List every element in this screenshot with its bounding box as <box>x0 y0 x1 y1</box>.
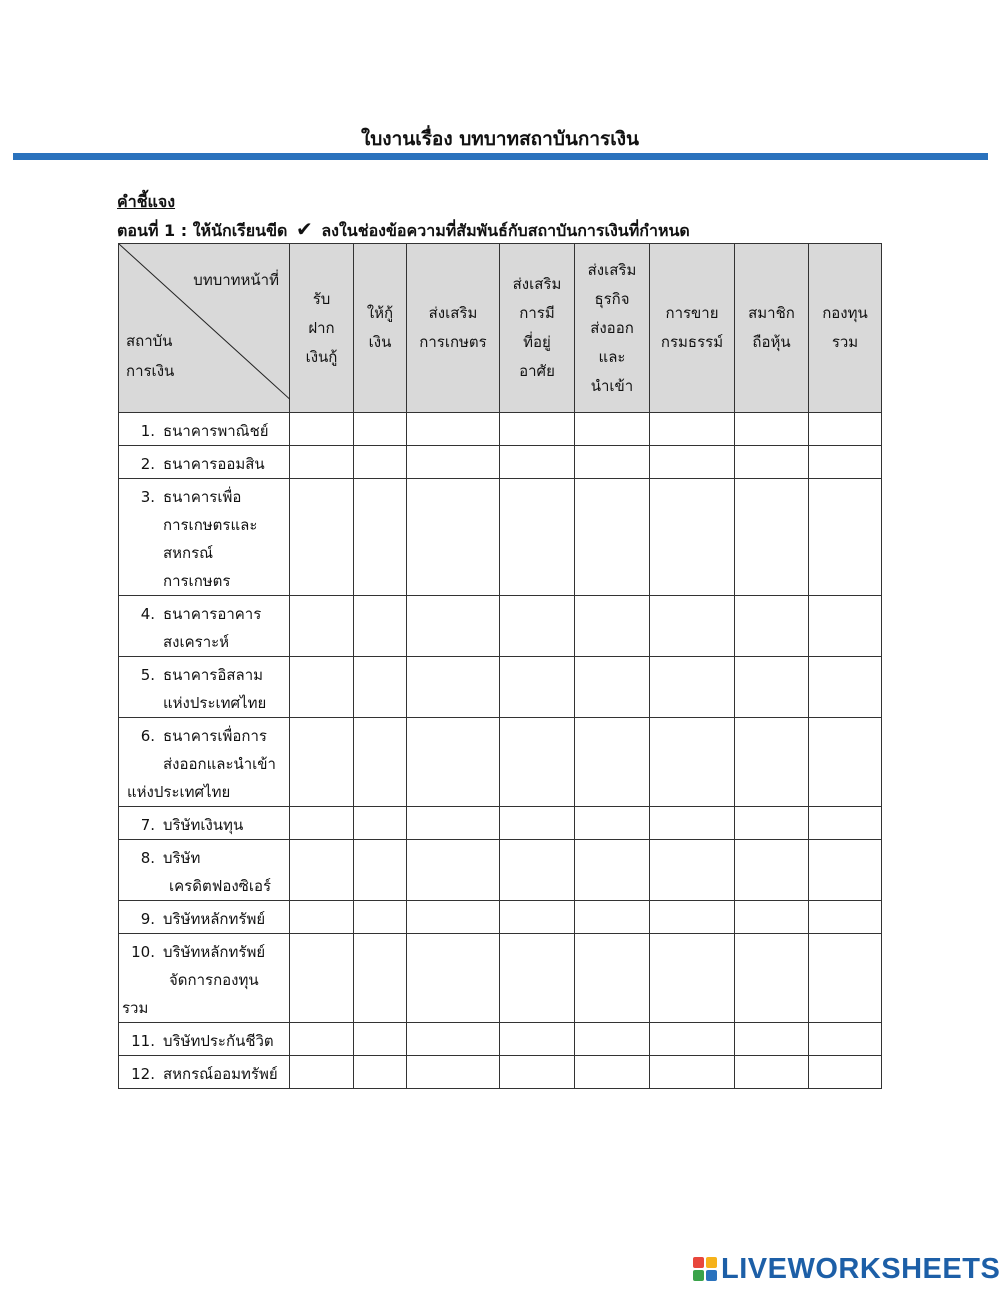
brand-logo <box>693 1252 1000 1286</box>
institution-name-line <box>129 966 285 994</box>
row-number: 9. <box>140 910 155 928</box>
title-divider <box>13 153 988 160</box>
answer-cell[interactable] <box>354 718 407 807</box>
answer-cell[interactable] <box>650 479 735 596</box>
answer-cell[interactable] <box>354 479 407 596</box>
institution-cell <box>119 718 290 807</box>
column-header <box>575 244 650 413</box>
institution-cell <box>119 657 290 718</box>
institution-name-text: ธนาคารอิสลาม <box>163 666 264 684</box>
table-row <box>119 840 882 901</box>
answer-cell[interactable] <box>735 479 809 596</box>
answer-cell[interactable] <box>650 1056 735 1089</box>
roles-table <box>118 243 882 1089</box>
answer-cell[interactable] <box>809 718 882 807</box>
institution-name-line <box>129 811 285 839</box>
institution-name-line <box>129 689 285 717</box>
answer-cell[interactable] <box>354 446 407 479</box>
answer-cell[interactable] <box>500 657 575 718</box>
institution-name-line <box>129 600 285 628</box>
answer-cell[interactable] <box>735 413 809 446</box>
institution-name-text: การเกษตร <box>163 572 231 590</box>
institution-cell <box>119 1023 290 1056</box>
answer-cell[interactable] <box>735 657 809 718</box>
answer-cell[interactable] <box>809 479 882 596</box>
worksheet-title: ใบงานเรื่อง บทบาทสถาบันการเงิน <box>360 128 640 150</box>
table-row <box>119 807 882 840</box>
answer-cell[interactable] <box>407 840 500 901</box>
column-header-line: ส่งเสริม <box>428 304 478 322</box>
answer-cell[interactable] <box>809 657 882 718</box>
answer-cell[interactable] <box>809 901 882 934</box>
answer-cell[interactable] <box>290 446 354 479</box>
answer-cell[interactable] <box>290 1023 354 1056</box>
answer-cell[interactable] <box>290 479 354 596</box>
column-header-line: รับ <box>312 289 331 308</box>
answer-cell[interactable] <box>735 901 809 934</box>
answer-cell[interactable] <box>575 446 650 479</box>
column-header-line: ให้กู้ <box>366 304 394 322</box>
answer-cell[interactable] <box>354 807 407 840</box>
answer-cell[interactable] <box>650 718 735 807</box>
institution-name-line <box>129 905 285 933</box>
institution-cell <box>119 413 290 446</box>
answer-cell[interactable] <box>575 718 650 807</box>
institution-cell <box>119 446 290 479</box>
institution-cell <box>119 807 290 840</box>
table-row <box>119 413 882 446</box>
answer-cell[interactable] <box>575 840 650 901</box>
answer-cell[interactable] <box>735 446 809 479</box>
answer-cell[interactable] <box>290 596 354 657</box>
institution-name-line <box>129 1027 285 1055</box>
answer-cell[interactable] <box>650 840 735 901</box>
column-header-line: ธุรกิจ <box>594 289 630 308</box>
answer-cell[interactable] <box>735 840 809 901</box>
answer-cell[interactable] <box>290 718 354 807</box>
row-number: 8. <box>140 849 155 867</box>
answer-cell[interactable] <box>407 1056 500 1089</box>
institution-cell <box>119 1056 290 1089</box>
institution-name-text: ส่งออกและนำเข้า <box>163 755 276 773</box>
answer-cell[interactable] <box>575 479 650 596</box>
column-header-line: อาศัย <box>519 362 555 380</box>
answer-cell[interactable] <box>354 1023 407 1056</box>
institution-name-line <box>129 567 285 595</box>
column-header-line: สมาชิก <box>748 304 795 322</box>
answer-cell[interactable] <box>735 596 809 657</box>
answer-cell[interactable] <box>354 657 407 718</box>
institution-name-line <box>129 628 285 656</box>
answer-cell[interactable] <box>354 596 407 657</box>
column-header-line: การมี <box>519 304 555 322</box>
institution-name-line <box>129 450 285 478</box>
institution-name-line <box>129 661 285 689</box>
corner-label-roles: บทบาทหน้าที่ <box>193 271 279 289</box>
answer-cell[interactable] <box>650 934 735 1023</box>
table-row <box>119 446 882 479</box>
institution-name-text: แห่งประเทศไทย <box>127 783 231 801</box>
answer-cell[interactable] <box>354 901 407 934</box>
column-header-line: เงินกู้ <box>305 347 338 366</box>
row-number: 3. <box>140 488 155 506</box>
corner-label-line: สถาบัน <box>126 332 173 350</box>
answer-cell[interactable] <box>809 446 882 479</box>
column-header <box>407 244 500 413</box>
row-number: 2. <box>140 455 155 473</box>
institution-name-text: รวม <box>122 999 149 1017</box>
logo-square <box>693 1270 704 1281</box>
institution-name-text: แห่งประเทศไทย <box>163 694 267 712</box>
institution-name-line <box>129 539 285 567</box>
institution-cell <box>119 901 290 934</box>
answer-cell[interactable] <box>354 413 407 446</box>
answer-cell[interactable] <box>575 413 650 446</box>
institution-name-line <box>129 1060 285 1088</box>
answer-cell[interactable] <box>500 479 575 596</box>
instructions-prefix: ตอนที่ 1 : ให้นักเรียนขีด <box>117 221 288 240</box>
row-number: 4. <box>140 605 155 623</box>
institution-name-text: บริษัท <box>163 849 201 867</box>
logo-square <box>706 1270 717 1281</box>
institution-name-text: สหกรณ์ <box>163 544 214 562</box>
answer-cell[interactable] <box>650 596 735 657</box>
answer-cell[interactable] <box>407 718 500 807</box>
column-header <box>354 244 407 413</box>
table-row <box>119 596 882 657</box>
institution-cell <box>119 934 290 1023</box>
instructions-suffix: ลงในช่องข้อความที่สัมพันธ์กับสถาบันการเงินที่กำหนด <box>321 221 690 240</box>
institution-name-text: ธนาคารออมสิน <box>163 455 265 473</box>
column-header-line: ส่งออก <box>590 318 634 337</box>
answer-cell[interactable] <box>500 596 575 657</box>
answer-cell[interactable] <box>575 1023 650 1056</box>
column-header-line: นำเข้า <box>590 376 634 395</box>
institution-name-line <box>129 483 285 511</box>
institution-cell <box>119 596 290 657</box>
table-row <box>119 657 882 718</box>
answer-cell[interactable] <box>407 413 500 446</box>
answer-cell[interactable] <box>290 657 354 718</box>
row-number: 5. <box>140 666 155 684</box>
logo-square <box>706 1257 717 1268</box>
column-header <box>809 244 882 413</box>
row-number: 1. <box>140 422 155 440</box>
instructions-heading: คำชี้แจง <box>117 192 176 211</box>
answer-cell[interactable] <box>500 1056 575 1089</box>
institution-name-text: สงเคราะห์ <box>163 633 230 651</box>
answer-cell[interactable] <box>735 807 809 840</box>
institution-name-line <box>129 722 285 750</box>
column-header-line: ส่งเสริม <box>512 275 562 293</box>
answer-cell[interactable] <box>735 718 809 807</box>
institution-name-text: บริษัทประกันชีวิต <box>163 1032 274 1050</box>
institution-name-line <box>127 778 285 806</box>
answer-cell[interactable] <box>290 807 354 840</box>
table-row <box>119 1023 882 1056</box>
answer-cell[interactable] <box>407 596 500 657</box>
answer-cell[interactable] <box>354 1056 407 1089</box>
answer-cell[interactable] <box>500 413 575 446</box>
row-number: 11. <box>131 1032 155 1050</box>
column-header-line: ฝาก <box>308 318 335 337</box>
answer-cell[interactable] <box>407 901 500 934</box>
institution-name-line <box>129 511 285 539</box>
institution-name-text: ธนาคารพาณิชย์ <box>163 422 269 440</box>
answer-cell[interactable] <box>500 901 575 934</box>
answer-cell[interactable] <box>290 934 354 1023</box>
column-header-line: ส่งเสริม <box>587 260 637 279</box>
answer-cell[interactable] <box>500 934 575 1023</box>
answer-cell[interactable] <box>500 446 575 479</box>
answer-cell[interactable] <box>290 840 354 901</box>
instructions-text <box>117 217 690 244</box>
row-number: 7. <box>140 816 155 834</box>
institution-name-text: บริษัทหลักทรัพย์ <box>163 943 266 961</box>
institution-name-text: บริษัทหลักทรัพย์ <box>163 910 266 928</box>
answer-cell[interactable] <box>809 596 882 657</box>
answer-cell[interactable] <box>407 446 500 479</box>
table-row <box>119 479 882 596</box>
answer-cell[interactable] <box>575 807 650 840</box>
answer-cell[interactable] <box>354 934 407 1023</box>
answer-cell[interactable] <box>407 1023 500 1056</box>
institution-name-text: เครดิตฟองซิเอร์ <box>169 877 272 895</box>
column-header-line: การขาย <box>665 304 719 322</box>
answer-cell[interactable] <box>809 934 882 1023</box>
institution-name-text: การเกษตรและ <box>163 516 258 534</box>
checkmark-icon: ✔ <box>296 217 313 241</box>
logo-square <box>693 1257 704 1268</box>
answer-cell[interactable] <box>290 1056 354 1089</box>
column-header-line: กรมธรรม์ <box>660 333 724 351</box>
answer-cell[interactable] <box>575 901 650 934</box>
answer-cell[interactable] <box>809 807 882 840</box>
answer-cell[interactable] <box>500 807 575 840</box>
answer-cell[interactable] <box>354 840 407 901</box>
brand-name: LIVEWORKSHEETS <box>721 1252 1000 1285</box>
institution-name-line <box>129 417 285 445</box>
answer-cell[interactable] <box>407 934 500 1023</box>
institution-name-text: ธนาคารเพื่อการ <box>163 727 267 745</box>
answer-cell[interactable] <box>809 1023 882 1056</box>
column-header-line: รวม <box>831 333 859 351</box>
column-header-line: กองทุน <box>822 304 868 322</box>
table-row <box>119 901 882 934</box>
row-number: 12. <box>131 1065 155 1083</box>
column-header-line: และ <box>598 347 626 366</box>
answer-cell[interactable] <box>809 840 882 901</box>
institution-name-text: ธนาคารเพื่อ <box>163 488 242 506</box>
answer-cell[interactable] <box>650 1023 735 1056</box>
column-header <box>735 244 809 413</box>
liveworksheets-icon <box>693 1257 717 1281</box>
answer-cell[interactable] <box>407 807 500 840</box>
answer-cell[interactable] <box>575 1056 650 1089</box>
column-header-line: การเกษตร <box>419 333 487 351</box>
answer-cell[interactable] <box>650 446 735 479</box>
institution-name-line <box>129 844 285 872</box>
answer-cell[interactable] <box>500 718 575 807</box>
institution-cell <box>119 479 290 596</box>
institution-name-text: ธนาคารอาคาร <box>163 605 262 623</box>
institution-name-line <box>129 938 285 966</box>
answer-cell[interactable] <box>575 657 650 718</box>
column-header-line: ที่อยู่ <box>523 333 551 351</box>
answer-cell[interactable] <box>500 840 575 901</box>
institution-cell <box>119 840 290 901</box>
answer-cell[interactable] <box>650 413 735 446</box>
corner-label-institutions <box>126 326 174 386</box>
column-header <box>290 244 354 413</box>
institution-name-line <box>129 872 285 900</box>
answer-cell[interactable] <box>500 1023 575 1056</box>
answer-cell[interactable] <box>575 596 650 657</box>
table-row <box>119 934 882 1023</box>
answer-cell[interactable] <box>650 807 735 840</box>
column-header <box>500 244 575 413</box>
row-number: 10. <box>131 943 155 961</box>
corner-label-line: การเงิน <box>126 362 175 380</box>
institution-name-text: สหกรณ์ออมทรัพย์ <box>163 1065 278 1083</box>
column-header-line: ถือหุ้น <box>752 333 791 351</box>
institution-name-text: จัดการกองทุน <box>169 971 259 989</box>
corner-header-cell <box>119 244 290 413</box>
answer-cell[interactable] <box>809 413 882 446</box>
answer-cell[interactable] <box>407 657 500 718</box>
answer-cell[interactable] <box>650 901 735 934</box>
table-row <box>119 1056 882 1089</box>
institution-name-line <box>122 994 285 1022</box>
institution-name-line <box>129 750 285 778</box>
answer-cell[interactable] <box>575 934 650 1023</box>
institution-name-text: บริษัทเงินทุน <box>163 816 244 834</box>
answer-cell[interactable] <box>735 1056 809 1089</box>
column-header-line: เงิน <box>368 333 392 351</box>
table-row <box>119 718 882 807</box>
answer-cell[interactable] <box>290 413 354 446</box>
answer-cell[interactable] <box>650 657 735 718</box>
answer-cell[interactable] <box>809 1056 882 1089</box>
answer-cell[interactable] <box>290 901 354 934</box>
answer-cell[interactable] <box>735 934 809 1023</box>
column-header <box>650 244 735 413</box>
answer-cell[interactable] <box>735 1023 809 1056</box>
row-number: 6. <box>140 727 155 745</box>
answer-cell[interactable] <box>407 479 500 596</box>
